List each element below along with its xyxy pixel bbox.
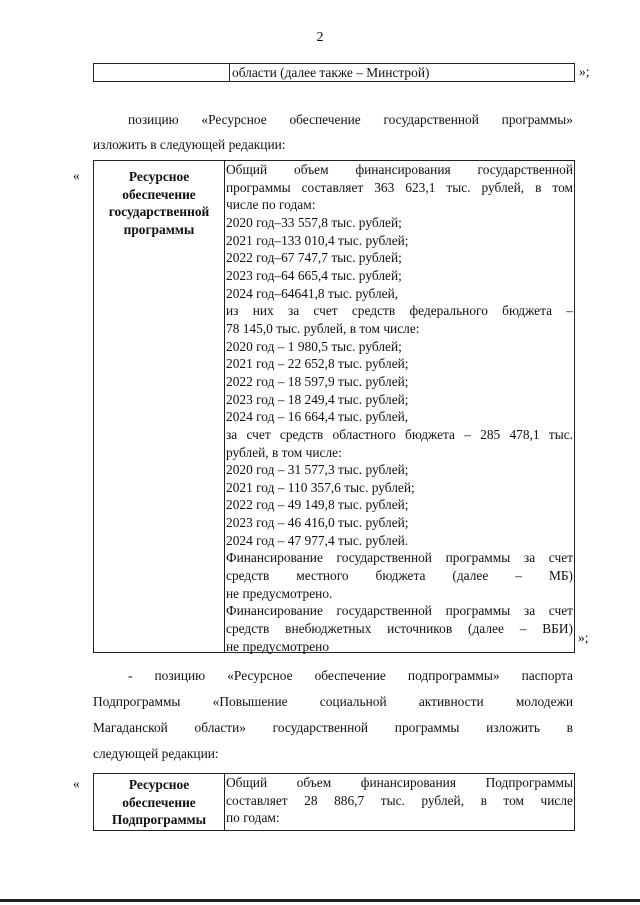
row-header-line: программы	[123, 221, 195, 237]
text-line: 2022 год – 18 597,9 тыс. рублей;	[226, 373, 409, 389]
closing-quote: »;	[579, 64, 590, 79]
text-line: 2024 год – 16 664,4 тыс. рублей,	[226, 409, 409, 425]
text-line: числе по годам:	[226, 197, 316, 213]
closing-quote: »;	[578, 630, 589, 645]
text-line: Финансирование государственной программы за счет	[226, 550, 573, 566]
text-line: 2021 год – 22 652,8 тыс. рублей;	[226, 356, 409, 372]
resource-table	[93, 160, 575, 653]
row-header-line: Ресурсное	[128, 169, 190, 184]
row-header-line: обеспечение	[122, 794, 196, 810]
text-line: составляет 28 886,7 тыс. рублей, в том числе	[226, 792, 573, 808]
text-line: 2020 год – 31 577,3 тыс. рублей;	[226, 462, 409, 478]
text-line: Общий объем финансирования Подпрограммы	[226, 775, 573, 790]
text-line: средств местного бюджета (далее – МБ)	[226, 568, 573, 584]
table-divider	[224, 161, 225, 652]
funding-text	[226, 161, 573, 655]
second-para-line-2: Подпрограммы «Повышение социальной активности молодежи	[93, 694, 573, 709]
text-line: 2021 год – 110 357,6 тыс. рублей;	[226, 479, 415, 495]
text-line: 78 145,0 тыс. рублей, в том числе:	[226, 320, 420, 336]
text-line: 2023 год–64 665,4 тыс. рублей;	[226, 267, 402, 283]
opening-quote: «	[73, 776, 80, 791]
text-line: не предусмотрено.	[226, 585, 333, 601]
text-line: из них за счет средств федерального бюджета –	[226, 303, 573, 319]
scan-edge-line	[0, 899, 640, 902]
opening-quote: «	[73, 168, 80, 183]
text-line: 2023 год – 18 249,4 тыс. рублей;	[226, 391, 409, 407]
top-table-cell: области (далее также – Минстрой)	[232, 65, 430, 80]
row-header-line: Ресурсное	[128, 777, 190, 792]
second-para-line-1: - позицию «Ресурсное обеспечение подпрограммы» паспорта	[128, 668, 573, 683]
text-line: 2024 год–64641,8 тыс. рублей,	[226, 285, 399, 301]
row-header	[94, 168, 224, 238]
text-line: рублей, в том числе:	[226, 444, 342, 460]
text-line: за счет средств областного бюджета – 285 478,1 тыс.	[226, 426, 573, 442]
table-divider	[229, 64, 230, 81]
row-header-line: обеспечение	[122, 186, 196, 202]
text-line: 2021 год–133 010,4 тыс. рублей;	[226, 232, 409, 248]
second-para-line-3: Магаданской области» государственной программы изложить в	[93, 720, 573, 735]
intro-line-1: позицию «Ресурсное обеспечение государственной программы»	[128, 112, 573, 127]
text-line: 2024 год – 47 977,4 тыс. рублей.	[226, 532, 409, 548]
text-line: Финансирование государственной программы за счет	[226, 603, 573, 619]
table-divider	[224, 774, 225, 830]
text-line: Общий объем финансирования государственной	[226, 162, 573, 177]
text-line: 2020 год–33 557,8 тыс. рублей;	[226, 214, 402, 230]
text-line: 2022 год–67 747,7 тыс. рублей;	[226, 250, 402, 266]
row-header-line: государственной	[108, 204, 210, 219]
text-line: средств внебюджетных источников (далее – ВБИ)	[226, 621, 573, 637]
text-line: программы составляет 363 623,1 тыс. рублей, в том	[226, 179, 573, 195]
row-header	[94, 776, 224, 829]
page-number: 2	[316, 30, 324, 45]
text-line: по годам:	[226, 810, 280, 826]
second-para-line-4: следующей редакции:	[93, 746, 219, 761]
text-line: 2020 год – 1 980,5 тыс. рублей;	[226, 338, 402, 354]
row-header-line: Подпрограммы	[111, 812, 207, 827]
intro-line-2: изложить в следующей редакции:	[93, 137, 286, 152]
top-table	[93, 63, 575, 82]
text-line: 2023 год – 46 416,0 тыс. рублей;	[226, 515, 409, 531]
subprogram-table	[93, 773, 575, 831]
text-line: не предусмотрено	[226, 638, 330, 654]
text-line: 2022 год – 49 149,8 тыс. рублей;	[226, 497, 409, 513]
funding-text	[226, 774, 573, 827]
